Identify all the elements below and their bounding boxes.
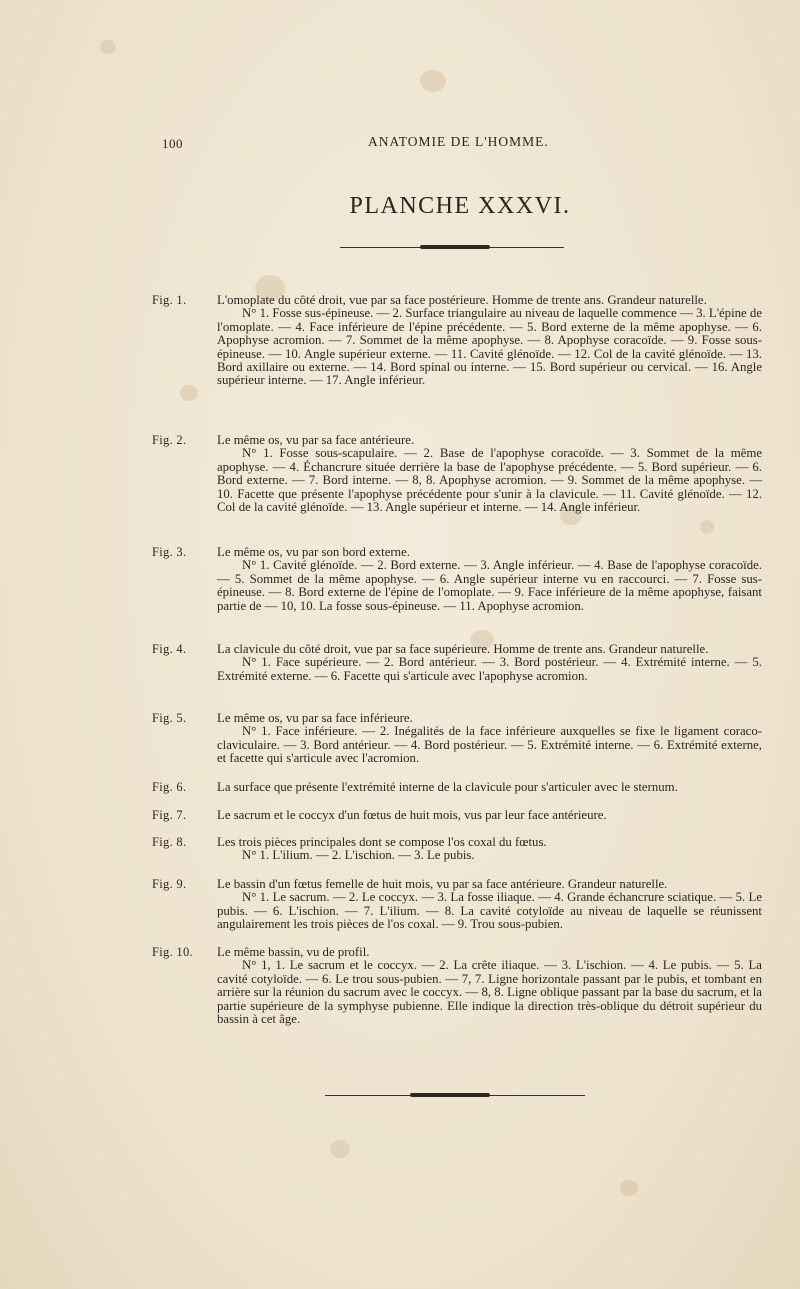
figure-caption: Le bassin d'un fœtus femelle de huit mois, vu par sa face antérieure. Grandeur naturelle. — [217, 877, 668, 891]
figure-caption: L'omoplate du côté droit, vue par sa face postérieure. Homme de trente ans. Grandeur naturelle. — [217, 293, 707, 307]
figure-legend: N° 1, 1. Le sacrum et le coccyx. — 2. La crête iliaque. — 3. L'ischion. — 4. Le pubis. — 5. La cavité cotyloïde. — 6. Le trou sous-pubien. — 7, 7. Ligne horizontale passant par le pubis, et tombant en arrière sur la réunion du sacrum avec le coccyx. — 8, 8. Ligne oblique passant par la base du sacrum, et la partie supérieure de la symphyse pubienne. Elle indique la direction très-oblique du détroit supérieur du bassin à cet âge. — [217, 958, 762, 1027]
figure-caption: Les trois pièces principales dont se compose l'os coxal du fœtus. — [217, 835, 547, 849]
foxing-spot — [100, 40, 116, 54]
page-number: 100 — [162, 136, 183, 151]
figure-entry — [152, 546, 762, 613]
figure-label: Fig. 6. — [152, 780, 187, 794]
foxing-spot — [330, 1140, 350, 1158]
figure-caption: La surface que présente l'extrémité interne de la clavicule pour s'articuler avec le sternum. — [217, 780, 678, 794]
figure-label: Fig. 4. — [152, 642, 187, 656]
figure-legend: N° 1. Fosse sus-épineuse. — 2. Surface triangulaire au niveau de laquelle commence — 3. L'épine de l'omoplate. — 4. Face inférieure de l'épine précédente. — 5. Bord externe de la même apophyse. — 6. Apophyse acromion. — 7. Sommet de la même apophyse. — 8. Apophyse coracoïde. — 9. Fosse sous-épineuse. — 10. Angle supérieur externe. — 11. Cavité glénoïde. — 12. Col de la cavité glénoïde. — 13. Bord axillaire ou externe. — 14. Bord spinal ou interne. — 15. Bord supérieur ou cervical. — 16. Angle supérieur interne. — 17. Angle inférieur. — [217, 306, 762, 388]
figure-entry — [152, 809, 762, 822]
figure-entry — [152, 836, 762, 863]
foxing-spot — [420, 70, 446, 92]
figure-entry — [152, 712, 762, 766]
figure-caption: Le même os, vu par sa face inférieure. — [217, 711, 413, 725]
figure-label: Fig. 1. — [152, 293, 187, 307]
figure-label: Fig. 7. — [152, 808, 187, 822]
running-title: ANATOMIE DE L'HOMME. — [368, 134, 549, 149]
foxing-spot — [620, 1180, 638, 1196]
figure-legend: N° 1. Cavité glénoïde. — 2. Bord externe. — 3. Angle inférieur. — 4. Base de l'apophyse coracoïde. — 5. Sommet de la même apophyse. — 6. Angle supérieur interne vu en raccourci. — 7. Fosse sus-épineuse. — 8. Bord externe de l'épine de l'omoplate. — 9. Face inférieure de la même apophyse, faisant partie de — 10, 10. La fosse sous-épineuse. — 11. Apophyse acromion. — [217, 558, 762, 613]
figure-entry — [152, 781, 762, 794]
foxing-spot — [700, 520, 714, 534]
figure-label: Fig. 8. — [152, 835, 187, 849]
divider-ornament — [420, 245, 490, 249]
figure-entry — [152, 434, 762, 514]
figure-entry — [152, 946, 762, 1026]
figure-legend: N° 1. Face inférieure. — 2. Inégalités de la face inférieure auxquelles se fixe le ligament coraco-claviculaire. — 3. Bord antérieur. — 4. Bord postérieur. — 5. Extrémité interne. — 6. Extrémité externe, et facette qui s'articule avec l'acromion. — [217, 724, 762, 766]
figure-legend: N° 1. Le sacrum. — 2. Le coccyx. — 3. La fosse iliaque. — 4. Grande échancrure sciatique. — 5. Le pubis. — 6. L'ischion. — 7. L'ilium. — 8. La cavité cotyloïde au niveau de laquelle se réunissent angulairement les trois pièces de l'os coxal. — 9. Trou sous-pubien. — [217, 890, 762, 932]
figure-caption: Le même bassin, vu de profil. — [217, 945, 370, 959]
figure-entry — [152, 294, 762, 388]
plate-title: PLANCHE XXXVI. — [349, 193, 571, 219]
figure-label: Fig. 2. — [152, 433, 187, 447]
figure-caption: Le sacrum et le coccyx d'un fœtus de huit mois, vus par leur face antérieure. — [217, 808, 607, 822]
figure-legend: N° 1. Face supérieure. — 2. Bord antérieur. — 3. Bord postérieur. — 4. Extrémité interne. — 5. Extrémité externe. — 6. Facette qui s'articule avec l'apophyse acromion. — [217, 655, 762, 683]
divider-ornament — [410, 1093, 490, 1097]
figure-legend: N° 1. Fosse sous-scapulaire. — 2. Base de l'apophyse coracoïde. — 3. Sommet de la même apophyse. — 4. Échancrure située derrière la base de l'apophyse précédente. — 5. Bord supérieur. — 6. Bord externe. — 7. Bord interne. — 8, 8. Apophyse acromion. — 9. Sommet de la même apophyse. — 10. Facette que présente l'apophyse précédente pour s'unir à la clavicule. — 11. Cavité glénoïde. — 12. Col de la cavité glénoïde. — 13. Angle supérieur et interne. — 14. Angle inférieur. — [217, 446, 762, 515]
figure-label: Fig. 9. — [152, 877, 187, 891]
figure-caption: La clavicule du côté droit, vue par sa face supérieure. Homme de trente ans. Grandeur naturelle. — [217, 642, 709, 656]
figure-entry — [152, 643, 762, 683]
figure-entry — [152, 878, 762, 932]
figure-caption: Le même os, vu par son bord externe. — [217, 545, 410, 559]
figure-label: Fig. 3. — [152, 545, 187, 559]
figure-label: Fig. 10. — [152, 945, 193, 959]
figure-label: Fig. 5. — [152, 711, 187, 725]
figure-caption: Le même os, vu par sa face antérieure. — [217, 433, 415, 447]
running-head — [160, 134, 760, 154]
figure-legend: N° 1. L'ilium. — 2. L'ischion. — 3. Le pubis. — [242, 848, 475, 863]
